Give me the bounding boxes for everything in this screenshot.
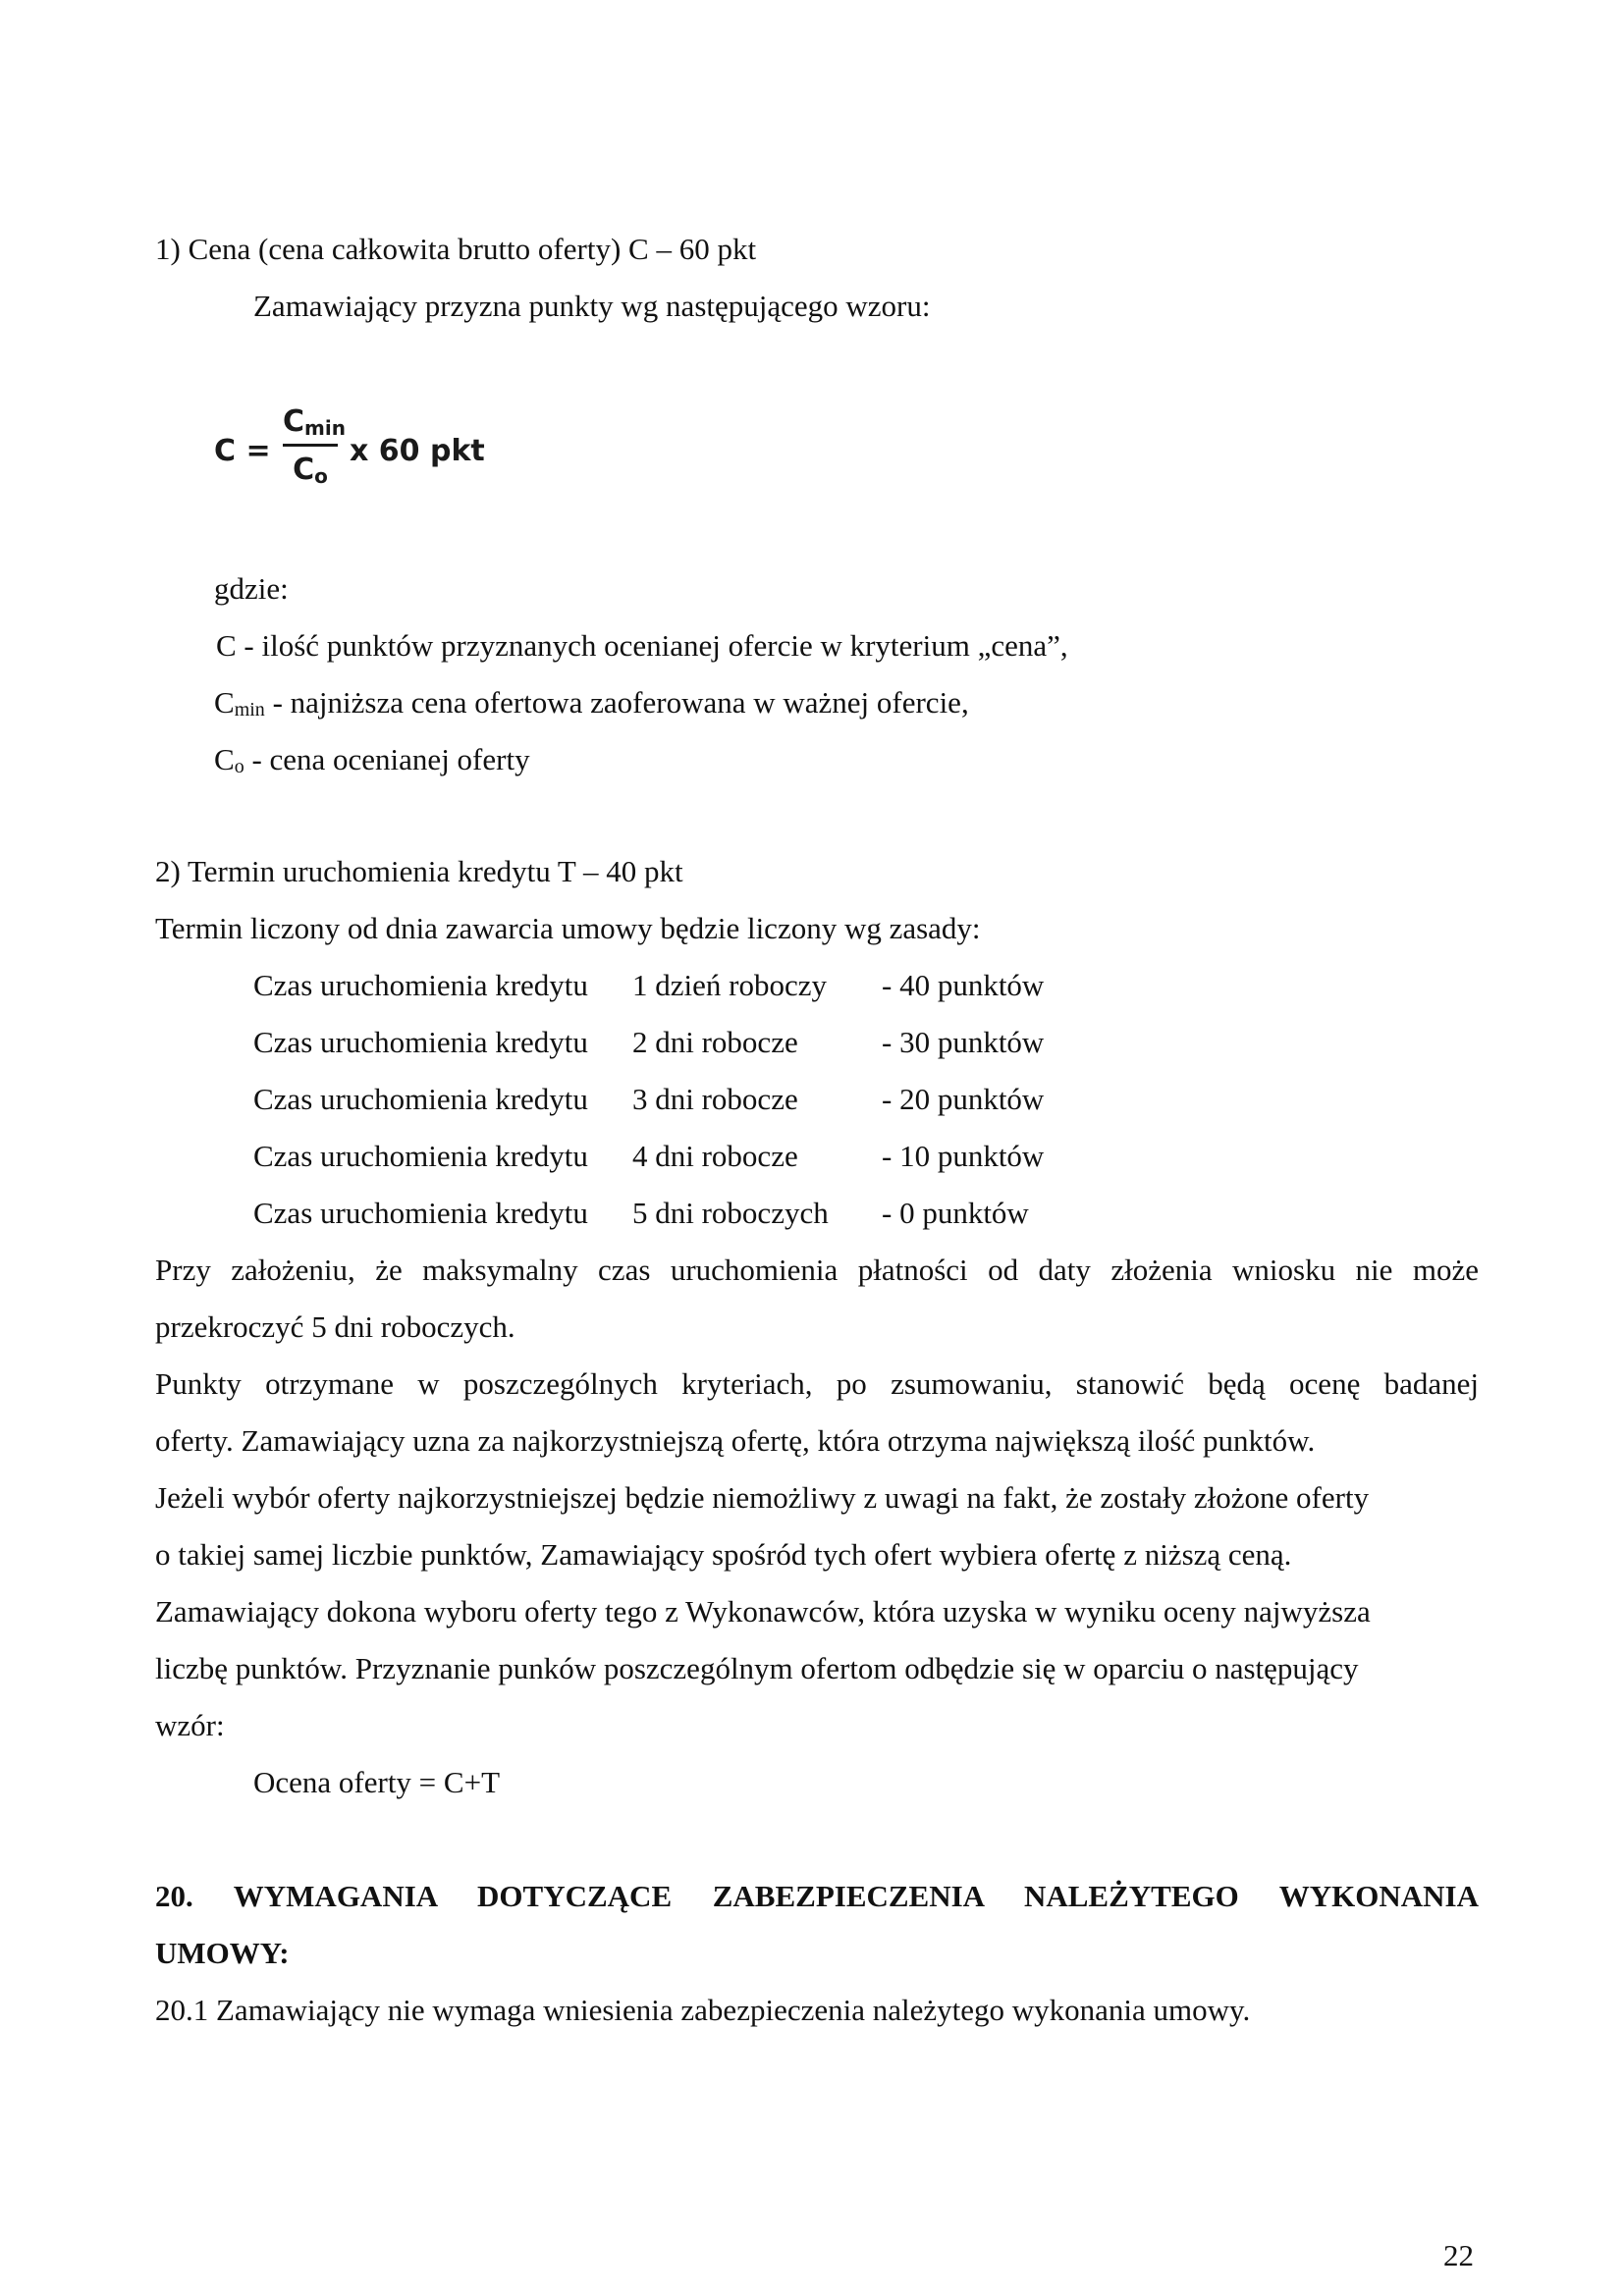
formula-rhs: x 60 pkt [350,434,485,468]
paragraph-line: Punkty otrzymane w poszczególnych kryteriach, po zsumowaniu, stanowić będą ocenę badanej [155,1366,1479,1401]
fraction-bar [283,444,338,447]
paragraph-line: liczbę punktów. Przyznanie punków poszczególnym ofertom odbędzie się w oparciu o następujący [155,1651,1359,1685]
definition-co: Co - cena ocenianej oferty [214,742,530,777]
formula-lhs: C = [214,434,271,468]
paragraph-line: przekroczyć 5 dni roboczych. [155,1309,515,1344]
paragraph-line: Jeżeli wybór oferty najkorzystniejszej będzie niemożliwy z uwagi na fakt, że zostały złożone oferty [155,1480,1370,1515]
definition-cmin: Cmin - najniższa cena ofertowa zaoferowana w ważnej ofercie, [214,685,969,721]
paragraph-line: Zamawiający dokona wyboru oferty tego z Wykonawców, która uzyska w wyniku oceny najwyższa [155,1594,1371,1629]
section1-intro: Zamawiający przyzna punkty wg następującego wzoru: [253,289,931,323]
section1-heading: 1) Cena (cena całkowita brutto oferty) C – 60 pkt [155,232,757,266]
page-number: 22 [1443,2238,1474,2272]
section20-item: 20.1 Zamawiający nie wymaga wniesienia zabezpieczenia należytego wykonania umowy. [155,1993,1251,2027]
formula-fraction [283,404,346,488]
formula-denominator: $C_o$ [293,453,328,488]
formula-numerator: $C_{min}$ [283,404,346,440]
definition-c: C - ilość punktów przyznanych ocenianej ofercie w kryterium „cena”, [216,628,1068,663]
paragraph-line: wzór: [155,1708,225,1742]
section2-intro: Termin liczony od dnia zawarcia umowy będzie liczony wg zasady: [155,911,981,945]
section20-heading: 20. WYMAGANIA DOTYCZĄCE ZABEZPIECZENIA NALEŻYTEGO WYKONANIA [155,1879,1479,1913]
final-formula: Ocena oferty = C+T [253,1765,501,1799]
section2-heading: 2) Termin uruchomienia kredytu T – 40 pkt [155,854,683,888]
paragraph-line: Przy założeniu, że maksymalny czas uruchomienia płatności od daty złożenia wniosku nie może [155,1253,1479,1287]
paragraph-line: o takiej samej liczbie punktów, Zamawiający spośród tych ofert wybiera ofertę z niższą ceną. [155,1537,1292,1572]
section20-heading-cont: UMOWY: [155,1936,290,1970]
paragraph-line: oferty. Zamawiający uzna za najkorzystniejszą ofertę, która otrzyma największą ilość punktów. [155,1423,1316,1458]
gdzie-label: gdzie: [214,571,289,606]
